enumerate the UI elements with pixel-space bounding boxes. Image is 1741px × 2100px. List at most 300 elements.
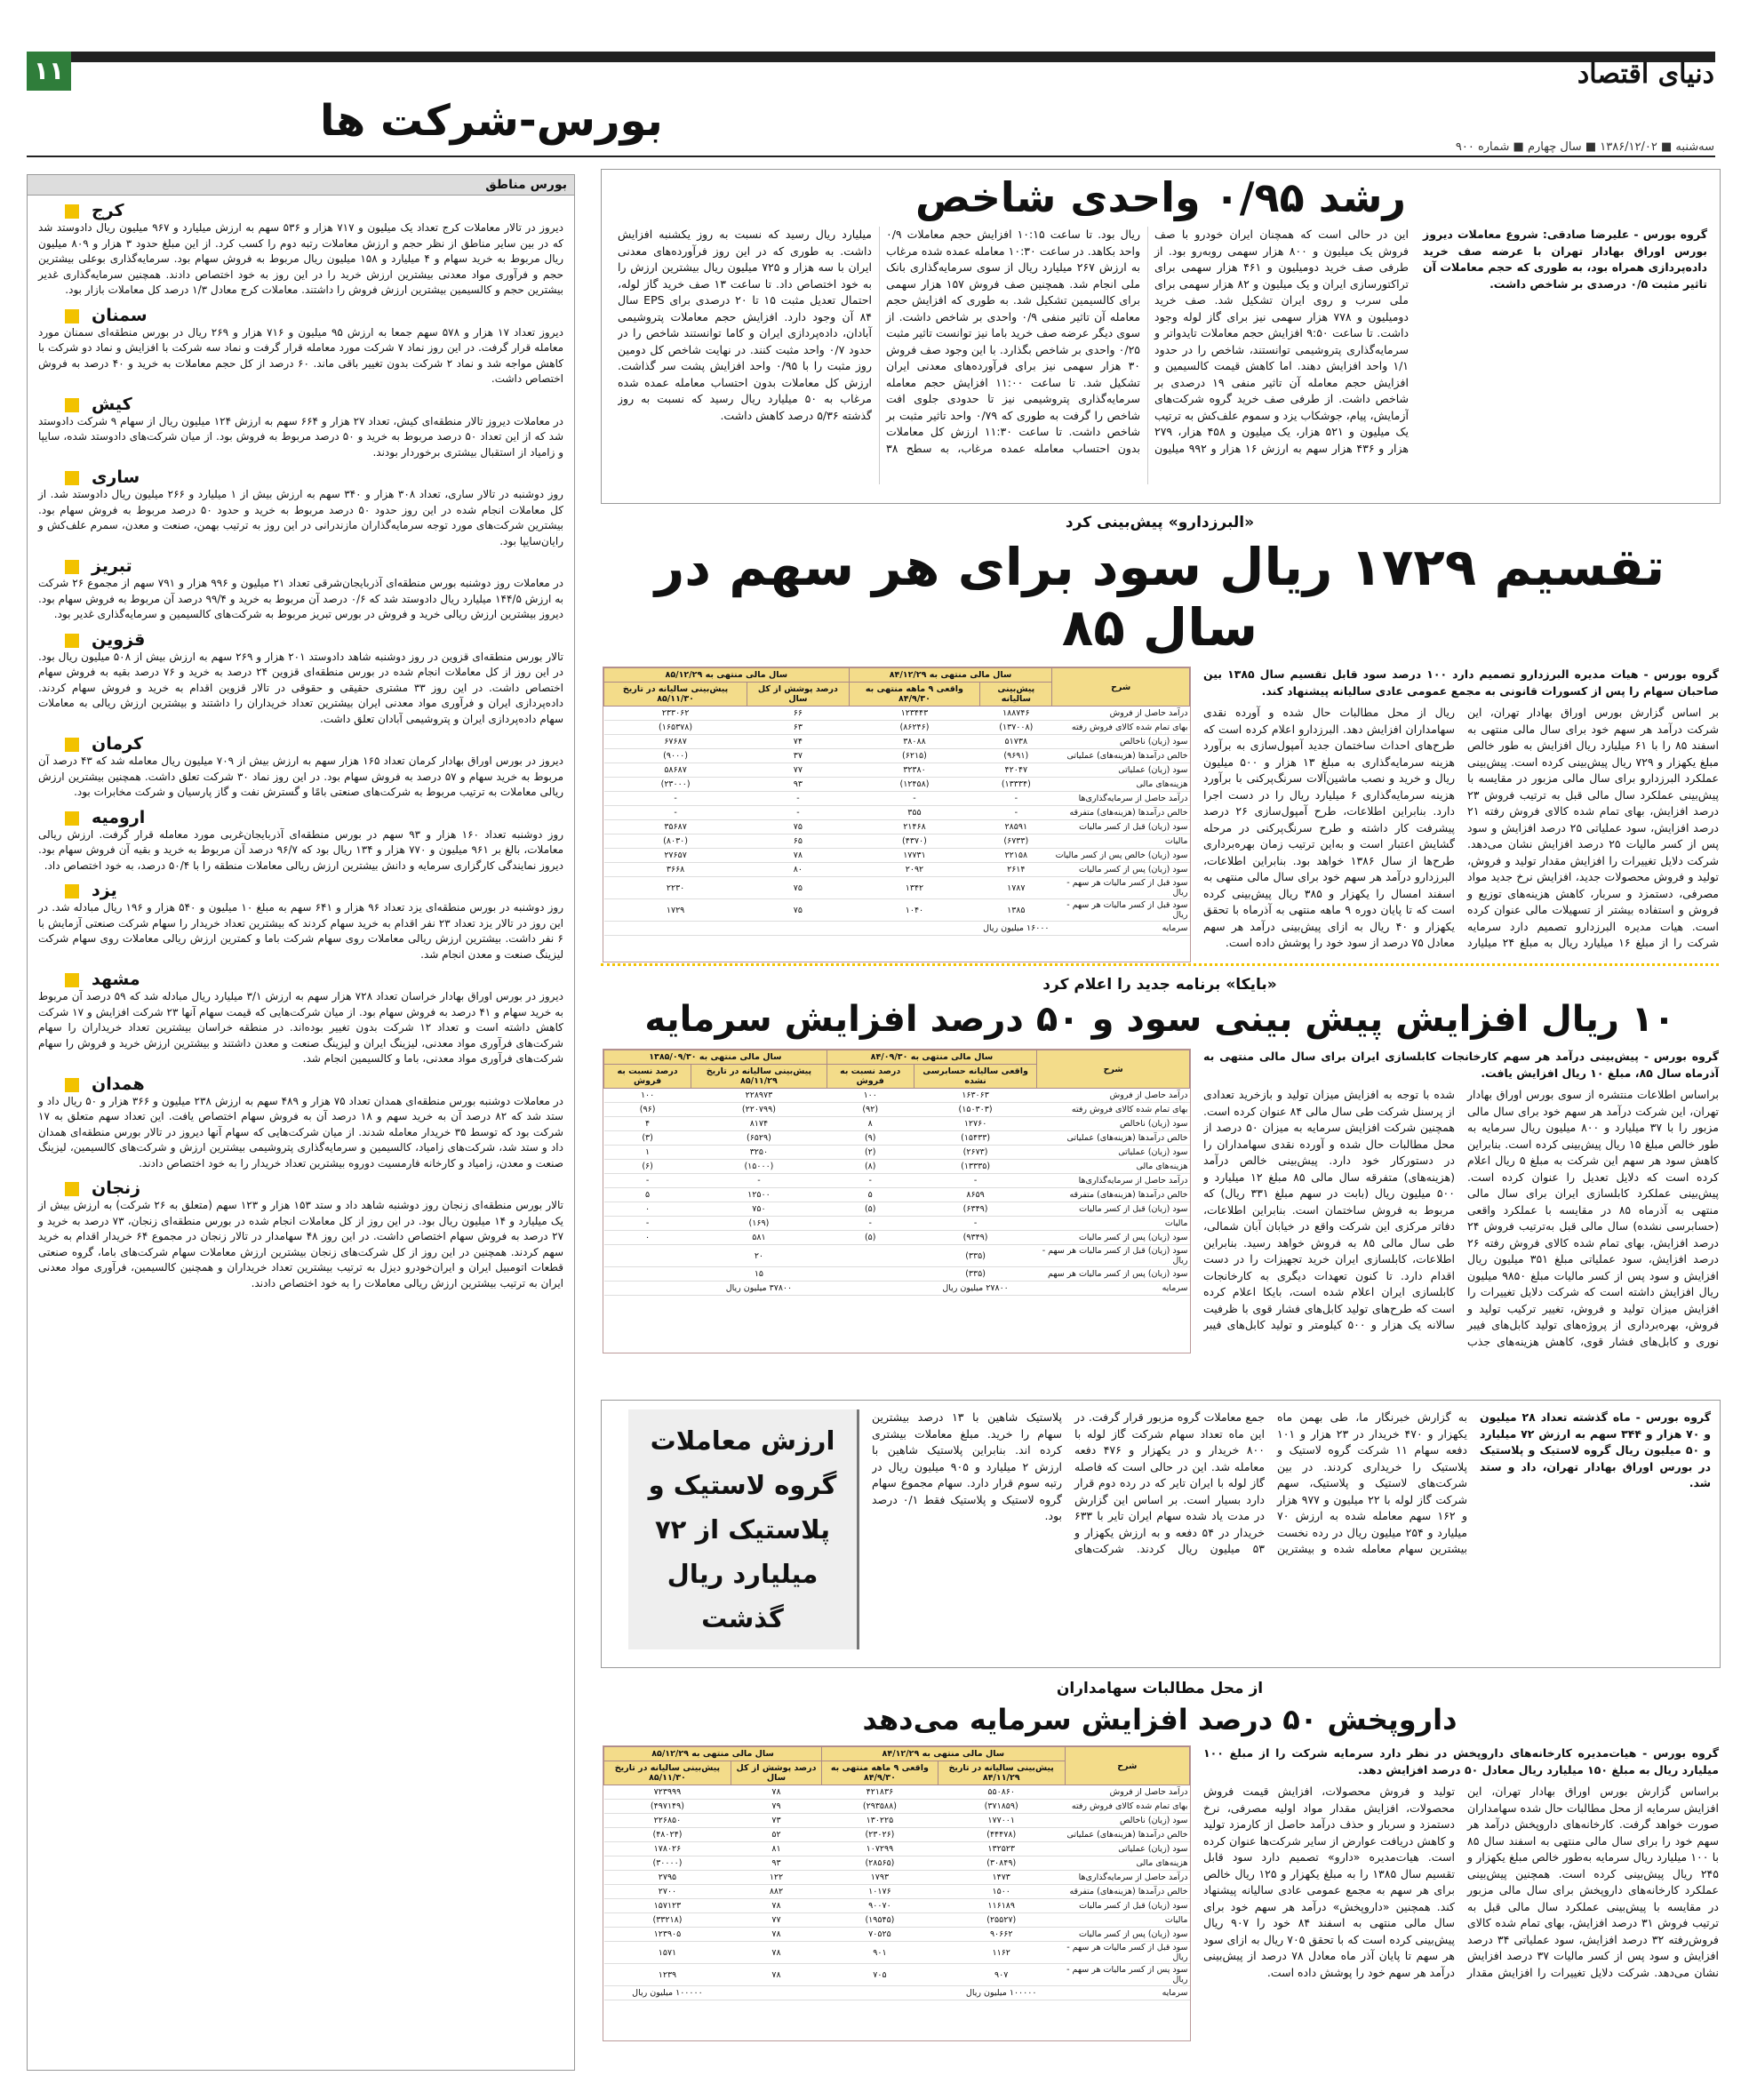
table-cell: -	[604, 1174, 691, 1188]
table-row-label: سود (زیان) عملیاتی	[1065, 1842, 1189, 1856]
table-cell: (۱۳۳۳۴)	[980, 778, 1052, 792]
table-cell: ۹۰۱	[822, 1942, 938, 1964]
city-report: در معاملات دیروز تالار منطقه‌ای کیش، تعداد ۲۷ هزار و ۶۶۴ سهم به ارزش ۱۲۴ میلیون ریال از سهام ۹ شرکت دادوستد شد که از این تعداد ۵۰ درصد مربوط به خرید و ۵۰ درصد مربوط به فروش بود. از میان شرکت‌های دادوستد شده، سایپا و زامیاد از استقبال بیشتری برخوردار بودند.	[38, 414, 563, 459]
city-heading	[38, 881, 563, 900]
table-row-label: سرمایه	[1052, 922, 1190, 936]
table-cell: ۱۰۰	[604, 1089, 691, 1103]
city-report: در معاملات روز دوشنبه بورس منطقه‌ای آذربایجان‌شرقی تعداد ۲۱ میلیون و ۹۹۶ هزار و ۷۹۱ سهم از مجموع ۲۶ شرکت به ارزش ۱۴۴/۵ میلیارد ریال دادوستد شد که ۰/۶ درصد آن مربوط به خرید و ۹۹/۴ درصد آن مربوط به فروش سهام بود. دیروز بیشترین ارزش ریالی خرید و فروش در بورس تبریز مربوط به شرکت‌های کالسیمین و سرمایه‌گذاری غدیر بود.	[38, 577, 564, 620]
city-heading	[38, 395, 563, 414]
square-marker-icon	[65, 884, 79, 898]
table-cell: (۶)	[604, 1160, 691, 1174]
table-cell: (۴۸۰۲۴)	[604, 1828, 731, 1842]
square-marker-icon	[65, 973, 79, 987]
table-cell: ۳۷۸۰۰ میلیون ریال	[691, 1282, 827, 1296]
table-cell: ۲۷۶۵۷	[604, 849, 747, 863]
table-row	[604, 1202, 1190, 1217]
table-row	[604, 1964, 1190, 1986]
square-marker-icon	[65, 634, 79, 648]
table-cell: -	[980, 806, 1052, 820]
table-cell: (۲۵۵۲۷)	[938, 1913, 1065, 1928]
city-name: یزد	[92, 881, 117, 900]
table-cell: (۲۳۰۲۶)	[822, 1828, 938, 1842]
city-name: زنجان	[92, 1178, 141, 1198]
article-kicker: «بایکا» برنامه جدید را اعلام کرد	[1042, 976, 1277, 994]
table-row	[604, 1885, 1190, 1899]
city-report: روز دوشنبه تعداد ۱۶۰ هزار و ۹۳ سهم در بورس منطقه‌ای آذربایجان‌غربی مورد معامله قرار گرفت. ارزش ریالی معاملات، بالغ بر ۹۶۱ میلیون و ۷۷۰ هزار و ۱۳۴ ریال بود که ۹۶/۷ درصد آن مربوط به خرید و بقیه آن فروش سهام بود. دیروز نمایندگی کارگزاری سرمایه و دانش بیشترین ارزش ریالی معاملات منطقه را با ۵۰/۴ درصد، به خود اختصاص داد.	[38, 827, 563, 872]
table-cell: ۱۸۸۷۴۶	[980, 707, 1052, 721]
city-name: کیش	[92, 394, 132, 414]
table-cell: ۰	[604, 1202, 691, 1217]
article-rubber	[601, 1400, 1721, 1668]
table-cell: ۵	[604, 1188, 691, 1202]
city-report: دیروز تعداد ۱۷ هزار و ۵۷۸ سهم جمعا به ارزش ۹۵ میلیون و ۷۱۶ هزار و ۲۶۹ ریال در بورس منطقه‌ای سمنان مورد معامله قرار گرفت. در این روز نماد ۷ شرکت مورد معامله قرار گرفت و نماد سه شرکت با افزایش و نماد دو شرکت با کاهش مواجه شد و نماد ۲ شرکت بدون تغییر باقی ماند. ۶۰ درصد از کل حجم معاملات به خرید و ۴۰ درصد به فروش اختصاص داشت.	[38, 325, 563, 385]
article-title: ۱۰ ریال افزایش پیش بینی سود و ۵۰ درصد افزایش سرمایه	[644, 999, 1675, 1040]
city-report: در معاملات دوشنبه بورس منطقه‌ای همدان تعداد ۷۵ هزار و ۴۸۹ سهم به ارزش ۲۳۸ میلیون و ۳۶۶ هزار و ۵۰ ریال داد و ستد شد که ۸۲ درصد آن به خرید سهم و ۱۸ درصد آن به فروش سهام اختصاص یافت. این تعداد سهم متعلق به ۱۷ شرکت بود که توسط ۳۵ خریدار معامله شدند. از میان شرکت‌هایی که سهام آنها دیروز در تالار بورس منطقه‌ای همدان داد و ستد شد، شرکت‌های زامیاد، کالسیمین و سرمایه‌گذاری پتروشیمی بیشترین ارزش و شرکت‌های کالسیمین، لیزینگ صنعت و معدن، زامیاد و کارخانه فارمسیت دوروه بیشترین تعداد خریدار را به خود اختصاص دادند.	[38, 1094, 563, 1170]
table-cell: (۲۳۰۰۰)	[604, 778, 747, 792]
table-cell: ۱۳۰۲۲۵	[822, 1814, 938, 1828]
city-name: قزوین	[92, 629, 146, 650]
table-cell: ۷۸	[747, 849, 850, 863]
table-cell: ۶۷۶۸۷	[604, 735, 747, 749]
table-row-label: درآمد حاصل از فروش	[1065, 1785, 1189, 1800]
table-row-label: خالص درآمدها (هزینه‌های) عملیاتی	[1065, 1828, 1189, 1842]
table-cell: ۲۳۳۰۶۲	[604, 707, 747, 721]
table-cell: ۲۲۱۵۸	[980, 849, 1052, 863]
table-period-header: سال مالی منتهی به ۸۴/۰۹/۳۰	[827, 1050, 1037, 1065]
table-row	[604, 899, 1190, 922]
newspaper-logo: دنیای اقتصاد	[1577, 59, 1714, 90]
table-row-label: سرمایه	[1065, 1986, 1189, 2000]
table-cell: (۶۵۲۹)	[691, 1131, 827, 1146]
table-row-label: سود (زیان) قبل از کسر مالیات هر سهم - ریال	[1037, 1245, 1190, 1267]
regional-list	[28, 196, 574, 1304]
table-row	[604, 1785, 1190, 1800]
table-cell: ۷۷	[747, 763, 850, 778]
table-cell: -	[747, 806, 850, 820]
table-row-label: سود قبل از کسر مالیات هر سهم - ریال	[1052, 899, 1190, 922]
financial-table	[603, 1049, 1191, 1353]
table-cell: -	[604, 792, 747, 806]
table-row	[604, 1117, 1190, 1131]
table-cell: (۱۹۵۴۵)	[822, 1913, 938, 1928]
city-name: سمنان	[92, 305, 148, 325]
masthead-rule	[27, 156, 1715, 157]
table-cell: ۱۱۶۱۸۹	[938, 1899, 1065, 1913]
city-report: روز دوشنبه در بورس منطقه‌ای یزد تعداد ۹۶ هزار و ۶۴۱ سهم به مبلغ ۱۰ میلیون و ۵۴۰ هزار و ۱۹۶ ریال مبادله شد. در این روز در تالار یزد تعداد ۲۳ نفر اقدام به خرید سهام کردند که بیشترین تعداد خریدار را سهام شرکت صنعتی آزمایش با ۶ نفر داشت. بیشترین ارزش ریالی معاملات روی سهام شرکت باما و کمترین ارزش ریالی معاملات روی سهام شرکت لیزینگ صنعت و معدن انجام شد.	[38, 901, 563, 961]
table-cell: -	[849, 792, 980, 806]
city-heading	[38, 970, 563, 989]
table-row-label: سود (زیان) ناخالص	[1052, 735, 1190, 749]
article-body: بر اساس گزارش بورس اوراق بهادار تهران، این شرکت درآمد هر سهم خود برای سال مالی منتهی به اسفند ۸۵ را با ۶۱ میلیارد ریال افزایش به طور خالص مبلغ یکهزار و ۷۲۹ ریال پیش‌بینی کرده است. پیش‌بینی عملکرد البرزدارو برای سال مالی مزبور در مقایسه با پیش‌بینی عملکرد سال مالی قبل به ترتیب فروش ۲۳ درصد افزایش، بهای تمام شده کالای فروش رفته ۲۱ درصد افزایش، سود عملیاتی ۲۵ درصد افزایش و سود پس از کسر مالیات ۲۵ درصد افزایش نشان می‌دهد. شرکت دلایل تغییرات را افزایش مقدار تولید و فروش، تولید و فروش محصولات جدید، افزایش نرخ جدید مواد مصرفی، دستمزد و سربار، کاهش هزینه‌های توزیع و فروش و استفاده بیشتر از تسهیلات مالی عنوان کرده است. هیات مدیره البرزدارو تصمیم دارد سرمایه شرکت را از مبلغ ۱۶ میلیارد ریال به مبلغ ۲۴ میلیارد ریال از محل مطالبات حال شده و آورده نقدی سهامداران افزایش دهد. البرزدارو اعلام کرده است که طرح‌های احداث ساختمان جدید آمپول‌سازی به برآورد هزینه سرمایه‌گذاری به مبلغ ۱۳ هزار و ۵۰۰ میلیون ریال و خرید و نصب ماشین‌آلات سرنگ‌پرکنی با برآورد هزینه سرمایه‌گذاری ۶ میلیارد ریال را در دست اجرا دارد. بنابراین اطلاعات، طرح آمپول‌سازی ۲۶ درصد پیشرفت کار داشته و طرح سرنگ‌پرکنی در مرحله گشایش اعتبار است و به‌این ترتیب زمان بهره‌برداری طرح‌ها از سال ۱۳۸۶ خواهد بود. بنابراین اطلاعات، البرزدارو درآمد هر سهم خود برای سال مالی منتهی به اسفند امسال را یکهزار و ۳۸۵ ریال پیش‌بینی کرده است که تا پایان دوره ۹ ماهه منتهی به آذرماه با تحقق یکهزار و ۴۰ ریال به ازای پیش‌بینی درآمد هر سهم معادل ۷۵ درصد از سود خود را پوشش داده است.	[1203, 706, 1719, 949]
divider	[601, 963, 1719, 966]
table-row	[604, 749, 1190, 763]
table-column-header: پیش‌بینی سالیانه در تاریخ ۸۵/۱۱/۳۰	[604, 1761, 731, 1785]
table-row	[604, 1814, 1190, 1828]
table-cell: (۸۰۳۰)	[604, 834, 747, 849]
table-cell: (۳)	[604, 1131, 691, 1146]
table-cell: ۱۷۷۰۰۱	[938, 1814, 1065, 1828]
table-row	[604, 792, 1190, 806]
table-cell: ۶۵	[747, 834, 850, 849]
square-marker-icon	[65, 560, 79, 574]
table-cell: (۹۲)	[827, 1103, 914, 1117]
city-heading	[38, 556, 563, 576]
table-cell: ۱	[604, 1146, 691, 1160]
table-cell: ۷۷	[731, 1913, 821, 1928]
table-row	[604, 1942, 1190, 1964]
square-marker-icon	[65, 309, 79, 323]
table-cell	[604, 1245, 691, 1267]
table-column-header: پیش‌بینی سالیانه در تاریخ ۸۴/۱۱/۲۹	[938, 1761, 1065, 1785]
city-report: دیروز در بورس اوراق بهادار خراسان تعداد ۷۲۸ هزار سهم به ارزش ۳/۱ میلیارد ریال مبادله شد که ۵۹ درصد آن مربوط به خرید سهام و ۴۱ درصد به فروش سهام بود. از میان شرکت‌هایی که قیمت سهام آنها ۲۳ شرکت افزایش و ۱۷ شرکت کاهش داشته است و تعداد ۱۲ شرکت بدون تغییر بوده‌اند. در منطقه خراسان بیشترین تعداد خریداران را سهام شرکت‌های فرآوری مواد معدنی، لیزینگ ایران و لیزینگ صنعت و معدن داشتند و بیشترین ارزش خرید و فروش را سهام شرکت‌های فرآوری مواد معدنی، باما و کالسیمین انجام شد.	[38, 990, 563, 1065]
table-cell: ۱۳۴۲	[849, 877, 980, 899]
table-cell: ۱۷۸۷	[980, 877, 1052, 899]
top-bar	[27, 52, 1715, 62]
table-cell: ۱۷۷۳۱	[849, 849, 980, 863]
table-cell: (۳۳۵)	[914, 1245, 1037, 1267]
table-cell: -	[914, 1174, 1037, 1188]
table-row-label: خالص درآمدها (هزینه‌های) متفرقه	[1052, 806, 1190, 820]
table-cell: ۱۲۵۰۰	[691, 1188, 827, 1202]
table-row-label: سود (زیان) خالص پس از کسر مالیات	[1052, 849, 1190, 863]
table-cell: ۳۷	[747, 749, 850, 763]
table-row	[604, 820, 1190, 834]
table-cell: -	[827, 1174, 914, 1188]
table-row	[604, 1871, 1190, 1885]
city-heading	[38, 201, 563, 220]
table-cell: ۷۰۵	[822, 1964, 938, 1986]
table-row-label: مالیات	[1052, 834, 1190, 849]
table-cell: ۶۳	[747, 721, 850, 735]
table-cell: (۱۵۰۳۰۳)	[914, 1103, 1037, 1117]
table-cell: ۷۴	[747, 735, 850, 749]
table-cell: (۹۰۰۰)	[604, 749, 747, 763]
table-cell: (۱۶۵۳۷۸)	[604, 721, 747, 735]
table-cell: (۶۳۴۹)	[914, 1202, 1037, 1217]
table-cell: -	[980, 792, 1052, 806]
table-cell: ۳۵۶۸۷	[604, 820, 747, 834]
table-cell: ۱۷۲۹	[604, 899, 747, 922]
table-row-label: سود (زیان) قبل از کسر مالیات	[1037, 1202, 1190, 1217]
regional-column	[27, 174, 575, 2071]
table-cell: ۸۸۲	[731, 1885, 821, 1899]
table-row	[604, 1103, 1190, 1117]
city-name: مشهد	[92, 970, 140, 989]
table-cell: ۲۲۳۰	[604, 877, 747, 899]
square-marker-icon	[65, 1078, 79, 1092]
square-marker-icon	[65, 1182, 79, 1196]
table-cell: ۲۷۰۰	[604, 1885, 731, 1899]
table-row-label: خالص درآمدها (هزینه‌های) عملیاتی	[1052, 749, 1190, 763]
table-cell: ۱۲۳۹۰۵	[604, 1928, 731, 1942]
table-cell: ۳۲۳۸۰	[849, 763, 980, 778]
table-cell: (۱۲۴۵۸)	[849, 778, 980, 792]
table-row-label: سود (زیان) ناخالص	[1065, 1814, 1189, 1828]
table-row-label: سود قبل از کسر مالیات هر سهم - ریال	[1052, 877, 1190, 899]
square-marker-icon	[65, 811, 79, 826]
table-row-label: مالیات	[1065, 1913, 1189, 1928]
table-cell: ۵	[827, 1188, 914, 1202]
table-row	[604, 1899, 1190, 1913]
table-cell: ۱۲۳۹	[604, 1964, 731, 1986]
table-cell: (۲۸۵۶۵)	[822, 1856, 938, 1871]
table-period-header: سال مالی منتهی به ۸۵/۱۲/۲۹	[604, 1747, 822, 1761]
table-cell: (۹۶۹۱)	[980, 749, 1052, 763]
table-cell: -	[691, 1174, 827, 1188]
table-row	[604, 707, 1190, 721]
table-cell: ۹۳	[747, 778, 850, 792]
table-cell: ۹۰۷	[938, 1964, 1065, 1986]
table-period-header: سال مالی منتهی به ۱۳۸۵/۰۹/۳۰	[604, 1050, 827, 1065]
table-cell: ۴	[604, 1117, 691, 1131]
table-row	[604, 1928, 1190, 1942]
table-row-label: مالیات	[1037, 1217, 1190, 1231]
table-cell: -	[604, 1217, 691, 1231]
table-row	[604, 1282, 1190, 1296]
table-cell: ۲۲۶۸۵۰	[604, 1814, 731, 1828]
table-cell: (۱۵۴۳۳)	[914, 1131, 1037, 1146]
table-row	[604, 1231, 1190, 1245]
table-cell: ۸۶۵۹	[914, 1188, 1037, 1202]
table-cell: ۷۸	[731, 1928, 821, 1942]
table-cell: (۱۶۹)	[691, 1217, 827, 1231]
table-cell: (۳۳۲۱۸)	[604, 1913, 731, 1928]
table-cell: ۱۳۲۵۲۳	[938, 1842, 1065, 1856]
city-name: ارومیه	[92, 807, 146, 827]
city-name: همدان	[92, 1074, 145, 1094]
table-column-header: واقعی ۹ ماهه منتهی به ۸۴/۹/۳۰	[822, 1761, 938, 1785]
table-cell: (۳۳۵)	[914, 1267, 1037, 1282]
table-cell	[827, 1245, 914, 1267]
table-cell	[604, 1282, 691, 1296]
article-alborzdaru	[601, 514, 1719, 958]
table-cell: (۴۹۷۱۴۹)	[604, 1800, 731, 1814]
table-cell: (۹۳۴۹)	[914, 1231, 1037, 1245]
table-cell: ۱۷۸۰۲۶	[604, 1842, 731, 1856]
city-heading	[38, 306, 563, 325]
table-cell: -	[827, 1217, 914, 1231]
article-kicker: از محل مطالبات سهامداران	[1056, 1680, 1264, 1697]
table-cell: (۹۶)	[604, 1103, 691, 1117]
regional-header: بورس مناطق	[28, 175, 574, 196]
table-cell: (۲)	[827, 1146, 914, 1160]
table-row	[604, 1160, 1190, 1174]
city-report: تالار بورس منطقه‌ای قزوین در روز دوشنبه شاهد دادوستد ۲۰۱ هزار و ۲۶۹ سهم به ارزش بیش از ۵۰۸ میلیون ریال بود. در این روز از کل معاملات انجام شده در بورس منطقه‌ای قزوین ۲۴ درصد به خرید و ۷۶ درصد بقیه به فروش سهام اختصاص داشت. در این روز ۳۳ مشتری حقیقی و حقوقی در تالار قزوین اقدام به خرید و فروش سهام کردند. داده‌پردازی ایران و فرآوری مواد معدنی ایران بیشترین تعداد خریداران را داشتند و بیشترین ارزش ریالی به معاملات سهام داده‌پردازی ایران و پتروشیمی آبادان تعلق داشت.	[38, 650, 563, 725]
table-cell: ۲۱۴۶۸	[849, 820, 980, 834]
table-row-label: هزینه‌های مالی	[1065, 1856, 1189, 1871]
table-row	[604, 778, 1190, 792]
table-row	[604, 806, 1190, 820]
table-cell: -	[747, 792, 850, 806]
city-report: دیروز در بورس اوراق بهادار کرمان تعداد ۱۶۵ هزار سهم به ارزش بیش از ۷۰۹ میلیون ریال معامله شد که ۴۳ درصد آن مربوط به خرید سهام و ۵۷ درصد به فروش سهام بود. در این روز نماد ۳۰ شرکت تعلق داشت. همچنین بیشترین ارزش ریالی معاملات به ترتیب مربوط به شرکت‌های صنعتی بامًا و گسترش نفت و گاز پارسیان و شرکت مخابرات بود.	[38, 755, 564, 798]
table-cell: ۷۸	[731, 1942, 821, 1964]
table-cell: (۵)	[827, 1231, 914, 1245]
table-period-header: سال مالی منتهی به ۸۴/۱۲/۲۹	[849, 668, 1052, 683]
table-cell: ۴۲۱۸۳۶	[822, 1785, 938, 1800]
boxed-title: ارزش معاملات گروه لاستیک و پلاستیک از ۷۲ میلیارد ریال گذشت	[648, 1425, 837, 1633]
table-cell: ۹۳	[731, 1856, 821, 1871]
table-cell: ۱۰۰۰۰۰ میلیون ریال	[938, 1986, 1065, 2000]
table-cell: ۰	[604, 1231, 691, 1245]
article-title: تقسیم ۱۷۲۹ ریال سود برای هر سهم در سال ۸۵	[654, 537, 1665, 658]
table-cell: ۷۵	[747, 877, 850, 899]
table-cell: (۶۷۳۳)	[980, 834, 1052, 849]
table-cell: ۷۵	[747, 899, 850, 922]
table-cell: ۸	[827, 1117, 914, 1131]
table-cell: ۹۰۰۷۰	[822, 1899, 938, 1913]
table-row	[604, 863, 1190, 877]
table-cell: (۸۶۲۴۶)	[849, 721, 980, 735]
table-cell	[849, 922, 980, 936]
table-row	[604, 877, 1190, 899]
table-cell: ۱۳۸۵	[980, 899, 1052, 922]
table-row-header: شرح	[1065, 1747, 1189, 1785]
article-title: رشد ۰/۹۵ واحدی شاخص	[914, 173, 1407, 221]
table-column-header: واقعی سالیانه حسابرسی نشده	[914, 1065, 1037, 1089]
article-lead: گروه بورس - ماه گذشته تعداد ۲۸ میلیون و ۷۰ هزار و ۳۴۴ سهم به ارزش ۷۲ میلیارد و ۵۰ میلیون ریال گروه لاستیک و پلاستیک در بورس اوراق بهادار تهران، داد و ستد شد.	[1480, 1410, 1712, 1489]
table-cell: ۱۵۰۰	[938, 1885, 1065, 1899]
table-row-label: خالص درآمدها (هزینه‌های) متفرقه	[1065, 1885, 1189, 1899]
table-row-label: خالص درآمدها (هزینه‌های) عملیاتی	[1037, 1131, 1190, 1146]
city-name: کرج	[92, 201, 124, 220]
table-row	[604, 1131, 1190, 1146]
article-lead: گروه بورس - پیش‌بینی درآمد هر سهم کارخانجات کابلسازی ایران برای سال مالی منتهی به آذرماه سال ۸۵، مبلغ ۱۰ ریال افزایش یافت.	[1203, 1050, 1719, 1080]
table-row-label: بهای تمام شده کالای فروش رفته	[1037, 1103, 1190, 1117]
article-body: این در حالی است که همچنان ایران خودرو با صف فروش یک میلیون و ۸۰۰ هزار سهمی روبه‌رو بود. از طرفی صف خرید دومیلیون و ۴۶۱ هزار سهمی برای تراکتورسازی ایران و یک میلیون و ۸۲ هزار سهمی برای ملی سرب و روی ایران تشکیل شد. صف خرید دومیلیون و ۷۷۸ هزار سهمی نیز برای گاز لوله وجود داشت. تا ساعت ۹:۵۰ افزایش حجم معاملات تایدواتر و سرمایه‌گذاری پتروشیمی توانستند، شاخص را در حدود ۱/۱ واحد افزایش دهند. اما کاهش قیمت کالسیمین و افزایش حجم معامله آن تاثیر منفی ۱۹ درصدی بر شاخص داشت. از طرفی صف خرید گروه شرکت‌های آزمایش، پیام، جوشکاب یزد و سموم علف‌کش به ترتیب یک میلیون و ۵۲۱ هزار، یک میلیون و ۴۵۸ هزار، ۲۷۹ هزار و ۴۳۶ هزار سهم به ارزش ۱۶ هزار و ۹۹۲ میلیون ریال بود. تا ساعت ۱۰:۱۵ افزایش حجم معاملات ۰/۹ واحد بکاهد. در ساعت ۱۰:۳۰ معامله عمده شده مرغاب به ارزش ۲۶۷ میلیارد ریال از سوی سرمایه‌گذاری بانک ملی انجام شد. همچنین صف فروش ۱۵۷ هزار سهمی برای کالسیمین تشکیل شد. به طوری که افزایش حجم معامله آن تاثیر منفی ۰/۹ واحدی بر شاخص داشت. از سوی دیگر عرضه صف خرید باما نیز توانست تاثیر مثبت ۰/۲۵ واحدی بر شاخص بگذارد. با این وجود صف فروش ۳۰ هزار سهمی نیز برای فرآورده‌های معدنی ایران تشکیل شد. تا ساعت ۱۱:۰۰ افزایش حجم معامله سرمایه‌گذاری پتروشیمی نیز تا حدودی جلوی افت شاخص را گرفت به طوری که ۰/۷۹ واحد تاثیر مثبت بر شاخص داشت. تا ساعت ۱۱:۳۰ ارزش کل معاملات بدون احتساب معامله عمده مرغاب، به سطح ۳۸ میلیارد ریال رسید که نسبت به روز یکشنبه افزایش داشت. به طوری که در این روز فرآورده‌های معدنی ایران با سه هزار و ۷۲۵ میلیون ریال بیشترین ارزش را به خود اختصاص داد. تا ساعت ۱۳ صف خرید گاز لوله، احتمال تعدیل مثبت ۱۵ تا ۲۰ درصدی برای EPS سال ۸۴ آن وجود دارد. افزایش حجم معاملات پتروشیمی آبادان، داده‌پردازی ایران و کاما توانستند شاخص را در حدود ۰/۷ واحد مثبت کنند. در نهایت شاخص کل دومین روز مثبت را با ۰/۹۵ واحد افزایش پشت سر گذاشت. ارزش کل معاملات بدون احتساب معامله عمده شده مرغاب به ۵۰ میلیارد ریال رسید که نسبت به روز گذشته ۵/۳۶ درصد کاهش داشت.	[618, 228, 1409, 455]
financial-table	[603, 667, 1191, 962]
table-row	[604, 1842, 1190, 1856]
city-heading	[38, 467, 563, 487]
table-row-label: درآمد حاصل از سرمایه‌گذاری‌ها	[1052, 792, 1190, 806]
table-cell: ۷۲۳۹۹۹	[604, 1785, 731, 1800]
table-row-label: درآمد حاصل از سرمایه‌گذاری‌ها	[1037, 1174, 1190, 1188]
table-cell: ۱۵	[691, 1267, 827, 1282]
table-row	[604, 1800, 1190, 1814]
table-cell: ۲۲۸۹۷۳	[691, 1089, 827, 1103]
table-cell: (۲۶۷۳)	[914, 1146, 1037, 1160]
table-row-label: سود (زیان) قبل از کسر مالیات	[1052, 820, 1190, 834]
table-cell: (۲۹۳۵۸۸)	[822, 1800, 938, 1814]
city-name: تبریز	[92, 556, 132, 576]
table-row-header: شرح	[1052, 668, 1190, 707]
city-report: تالار بورس منطقه‌ای زنجان روز دوشنبه شاهد داد و ستد ۱۵۳ هزار و ۱۲۳ سهم (متعلق به ۲۶ شرکت) به ارزش بیش از یک میلیارد و ۱۴ میلیون ریال بود. در این روز از کل معاملات انجام شده در بورس منطقه‌ای زنجان، ۷۳ درصد به خرید و ۲۷ درصد به فروش سهام اختصاص داشت. در این روز ۴۸ سهامدار در تالار زنجان در مجموع ۶۴ خریدار اقدام به خرید سهم کردند. همچنین در این روز از کل شرکت‌های زنجان بیشترین ارزش معاملات سهام شرکت‌های باما، گروه صنعتی قطعات اتومبیل ایران و ایران‌خودرو دیزل به ترتیب بیشترین تعداد خریداران و همچنین کالسیمین، فرآوری مواد معدنی ایران به ترتیب بیشترین ارزش ریالی معاملات را به خود اختصاص دادند.	[38, 1199, 564, 1290]
article-lead: گروه بورس - علیرضا صادقی: شروع معاملات دیروز بورس اوراق بهادار تهران با عرضه صف خرید داده‌پردازی همراه بود، به طوری که حجم معاملات آن تاثیر مثبت ۰/۵ درصدی بر شاخص داشت.	[1423, 228, 1707, 291]
table-cell: (۳۰۰۰۰)	[604, 1856, 731, 1871]
table-cell: ۷۵	[747, 820, 850, 834]
page-number: ۱۱	[27, 52, 71, 91]
table-row-label: سود (زیان) عملیاتی	[1037, 1146, 1190, 1160]
city-heading	[38, 808, 563, 827]
square-marker-icon	[65, 738, 79, 752]
table-row-label: سود (زیان) پس از کسر مالیات هر سهم	[1037, 1267, 1190, 1282]
table-cell: (۱۵۰۰۰)	[691, 1160, 827, 1174]
table-cell	[827, 1267, 914, 1282]
article-body: براساس گزارش بورس اوراق بهادار تهران، این افزایش سرمایه از محل مطالبات حال شده سهامداران صورت خواهد گرفت. کارخانه‌های داروپخش درآمد هر سهم خود را برای سال مالی منتهی به اسفند سال ۸۵ با ۱۰۰ میلیارد ریال سرمایه به‌طور خالص مبلغ یکهزار و ۲۴۵ ریال پیش‌بینی کرده است. همچنین پیش‌بینی عملکرد کارخانه‌های داروپخش برای سال مالی مزبور در مقایسه با پیش‌بینی عملکرد سال مالی قبل به ترتیب فروش ۳۱ درصد افزایش، بهای تمام شده کالای فروش‌رفته ۳۲ درصد افزایش، سود عملیاتی ۳۴ درصد افزایش و سود پس از کسر مالیات ۳۷ درصد افزایش نشان می‌دهد. شرکت دلایل تغییرات را افزایش مقدار تولید و فروش محصولات، افزایش قیمت فروش محصولات، افزایش مقدار مواد اولیه مصرفی، نرخ دستمزد و سربار و حذف درآمد حاصل از کارمزد تولید و کاهش دریافت عوارض از سایر شرکت‌ها عنوان کرده است. هیات‌مدیره «دارو» تصمیم دارد سود قابل تقسیم سال ۱۳۸۵ را به مبلغ یکهزار و ۱۲۵ ریال خالص برای هر سهم به مجمع عمومی عادی سالیانه پیشنهاد کند. همچنین «داروپخش» درآمد هر سهم خود برای سال مالی منتهی به اسفند ۸۴ خود را ۹۰۷ ریال پیش‌بینی کرده است که با تحقق ۷۰۵ ریال به ازای سود هر سهم تا پایان آذر ماه معادل ۷۸ درصد از پیش‌بینی درآمد هر سهم خود را پوشش داده است.	[1203, 1785, 1719, 1979]
table-cell: ۲۰	[691, 1245, 827, 1267]
table-cell: (۵)	[827, 1202, 914, 1217]
table-row-label: سود (زیان) قبل از کسر مالیات	[1065, 1899, 1189, 1913]
section-title: بورس-شرکت ها	[320, 96, 663, 146]
financial-table	[603, 1745, 1191, 2041]
table-row-label: بهای تمام شده کالای فروش رفته	[1052, 721, 1190, 735]
table-row	[604, 1267, 1190, 1282]
table-row	[604, 721, 1190, 735]
table-row	[604, 1217, 1190, 1231]
article-body: به گزارش خبرنگار ما، طی بهمن ماه یکهزار و ۴۷۰ خریدار در ۲۳ هزار و ۱۰۱ دفعه سهام ۱۱ شرکت گروه لاستیک و پلاستیک را خریداری کردند. در بین شرکت‌های لاستیک و پلاستیک، سهم شرکت گاز لوله با ۲۲ میلیون و ۹۷۷ هزار و ۱۶۲ سهم معامله شده به ارزش ۷۰ میلیارد و ۲۵۴ میلیون ریال در رده نخست بیشترین سهام معامله شده و بیشترین جمع معاملات گروه مزبور قرار گرفت. در این ماه تعداد سهام شرکت گاز لوله با ۸۰۰ خریدار و در یکهزار و ۴۷۶ دفعه معامله شد. این در حالی است که فاصله گاز لوله با ایران تایر که در رده دوم قرار دارد بسیار است. بر اساس این گزارش در مدت یاد شده سهام ایران تایر با ۶۳۳ خریدار در ۵۴ دفعه و به ارزش یکهزار و ۵۳ میلیون ریال کردند. شرکت‌های پلاستیک شاهین با ۱۳ درصد بیشترین سهام را خرید. مبلغ معاملات بیشتری کرده اند. بنابراین پلاستیک شاهین با ارزش ۲ میلیارد و ۹۰۵ میلیون ریال در رتبه سوم قرار دارد. سهام مجموع سهام گروه لاستیک و پلاستیک فقط ۰/۱ درصد بود.	[872, 1410, 1467, 1555]
table-cell: -	[914, 1217, 1037, 1231]
article-bayka	[601, 976, 1719, 1393]
article-title: داروپخش ۵۰ درصد افزایش سرمایه می‌دهد	[862, 1703, 1457, 1737]
table-cell: ۱۷۹۳	[822, 1871, 938, 1885]
table-cell	[822, 1986, 938, 2000]
table-column-header: درصد پوشش از کل سال	[747, 683, 850, 707]
city-name: کرمان	[92, 734, 143, 754]
table-cell: ۱۲۲	[731, 1871, 821, 1885]
table-cell: ۵۵۰۸۶۰	[938, 1785, 1065, 1800]
city-heading	[38, 1178, 563, 1198]
table-row	[604, 922, 1190, 936]
table-cell	[827, 1282, 914, 1296]
table-cell: ۷۸	[731, 1964, 821, 1986]
dateline: سه‌شنبه ■ ۱۳۸۶/۱۲/۰۲ ■ سال چهارم ■ شماره ۹۰۰	[1455, 140, 1714, 154]
table-row-label: بهای تمام شده کالای فروش رفته	[1065, 1800, 1189, 1814]
table-cell: (۶۲۱۵)	[849, 749, 980, 763]
table-cell: ۱۰۰	[827, 1089, 914, 1103]
table-row-label: سود (زیان) پس از کسر مالیات	[1052, 863, 1190, 877]
table-row-label: درآمد حاصل از فروش	[1037, 1089, 1190, 1103]
table-cell: ۱۶۳۰۶۳	[914, 1089, 1037, 1103]
table-column-header: درصد نسبت به فروش	[827, 1065, 914, 1089]
square-marker-icon	[65, 398, 79, 412]
table-row	[604, 1174, 1190, 1188]
table-cell: ۲۰۹۲	[849, 863, 980, 877]
table-cell: ۷۵۰	[691, 1202, 827, 1217]
table-row-label: خالص درآمدها (هزینه‌های) متفرقه	[1037, 1188, 1190, 1202]
table-row-label: سود (زیان) ناخالص	[1037, 1117, 1190, 1131]
table-cell: ۱۰۱۷۶	[822, 1885, 938, 1899]
table-cell: (۴۴۴۷۸)	[938, 1828, 1065, 1842]
table-cell: ۲۷۸۰۰ میلیون ریال	[914, 1282, 1037, 1296]
table-cell: ۵۸۶۸۷	[604, 763, 747, 778]
table-cell: (۴۳۷۰)	[849, 834, 980, 849]
table-cell: (۱۳۳۳۵)	[914, 1160, 1037, 1174]
table-row	[604, 1913, 1190, 1928]
square-marker-icon	[65, 204, 79, 219]
table-cell: (۱۳۷۰۰۸)	[980, 721, 1052, 735]
table-cell: (۸)	[827, 1160, 914, 1174]
table-cell: ۴۲۰۴۷	[980, 763, 1052, 778]
table-row-label: درآمد حاصل از سرمایه‌گذاری‌ها	[1065, 1871, 1189, 1885]
table-cell: ۸۱۷۴	[691, 1117, 827, 1131]
table-cell: ۳۶۶۸	[604, 863, 747, 877]
table-row-label: سود (زیان) پس از کسر مالیات	[1065, 1928, 1189, 1942]
table-cell: ۷۸	[731, 1899, 821, 1913]
table-row-label: سود قبل از کسر مالیات هر سهم - ریال	[1065, 1942, 1189, 1964]
table-row-label: سود پس از کسر مالیات هر سهم - ریال	[1066, 1965, 1188, 1984]
table-row-header: شرح	[1037, 1050, 1190, 1089]
table-cell: ۷۸	[731, 1785, 821, 1800]
table-row	[604, 1856, 1190, 1871]
table-cell: ۵۱۷۳۸	[980, 735, 1052, 749]
city-report: دیروز در تالار معاملات کرج تعداد یک میلیون و ۷۱۷ هزار و ۵۳۶ سهم به ارزش میلیارد و ۹۶۷ میلیون ریال دادوستد شد که در بین سایر مناطق از نظر حجم و ارزش معاملات رتبه دوم را کسب کرد. از این مبلغ حدود ۳ هزار و ۸۰۹ میلیون ریال مربوط به خرید سهام و ۴ میلیارد و ۱۵۸ میلیون ریال مربوط به فروش سهام بود. سرمایه‌گذاری بوعلی بیشترین حجم و فرآوری مواد معدنی بیشترین ارزش خرید را در این روز به خود اختصاص دادند. همچنین سرمایه‌گذاری غدیر بیشترین حجم و کالسیمین بیشترین ارزش فروش را داشتند. معاملات کرج معادل ۱/۳ درصد کل معاملات بازار بود.	[38, 221, 564, 296]
table-cell: ۱۰۴۰	[849, 899, 980, 922]
table-cell: ۷۹	[731, 1800, 821, 1814]
table-cell: ۳۵۵	[849, 806, 980, 820]
city-report: روز دوشنبه در تالار ساری، تعداد ۳۰۸ هزار و ۳۴۰ سهم به ارزش بیش از ۱ میلیارد و ۲۶۶ میلیون ریال دادوستد شد. از کل معاملات انجام شده در این روز حدود ۵۰ درصد مربوط به خرید و حدود ۵۰ درصد مربوط به فروش سهام بود. بیشترین شرکت‌های مورد توجه سرمایه‌گذاران مازندرانی در این روز به ترتیب بهمن، صنعت و معدن، سمرم علف‌کش و رایان‌سایپا بود.	[38, 488, 563, 547]
table-cell: ۲۶۱۴	[980, 863, 1052, 877]
city-heading	[38, 630, 563, 650]
table-row	[604, 1828, 1190, 1842]
